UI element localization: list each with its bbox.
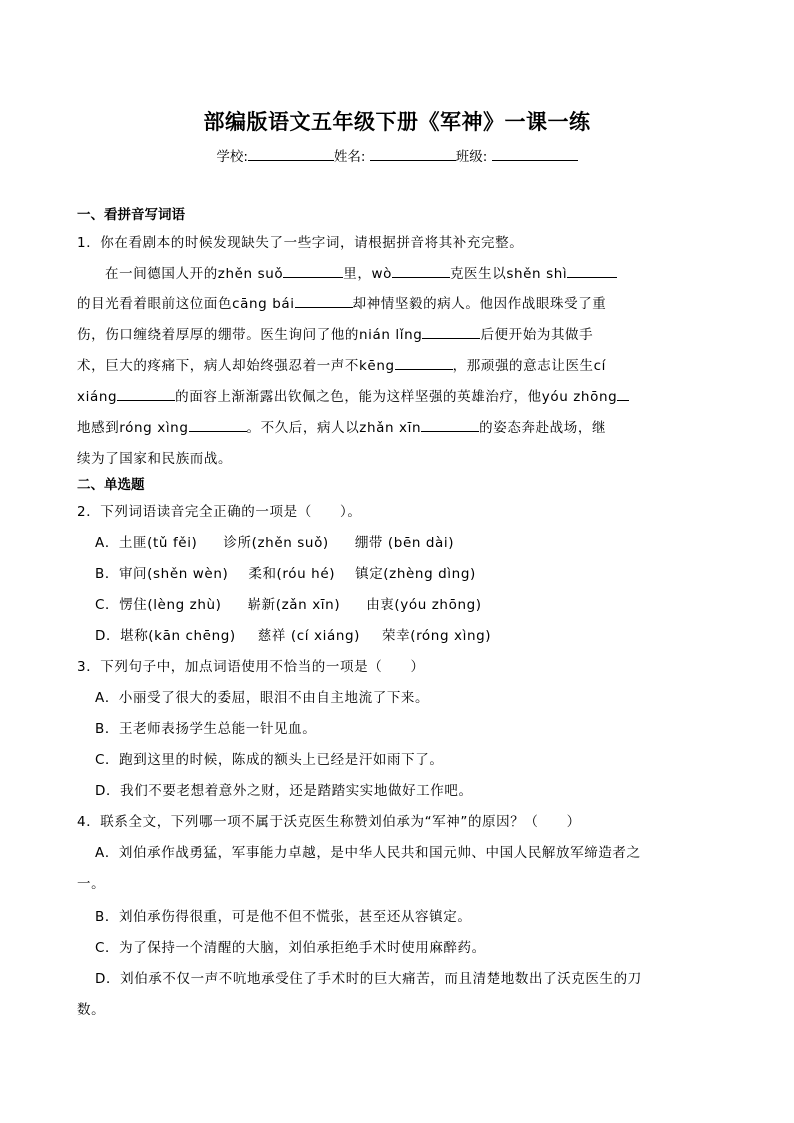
school-label: 学校: [216,149,248,165]
option-text: B．审问(shěn wèn) [95,566,229,582]
q1-passage-line-5 [77,385,722,405]
q4-stem: 4．联系全文，下列哪一项不属于沃克医生称赞刘伯承为“军神”的原因？（ ） [77,814,581,830]
q3-option-b[interactable]: B．王老师表扬学生总能一针见血。 [95,721,317,737]
option-text: 绷带 (bēn dài) [354,535,455,551]
section1-heading: 一、看拼音写词语 [77,207,185,223]
q4-option-a-continued: 一。 [77,876,106,892]
passage-text: 地感到róng xìng [77,420,189,436]
class-label: 班级: [455,149,488,165]
option-text: A．土匪(tǔ fěi) [95,535,198,551]
q2-option-b[interactable] [95,562,476,582]
q4-option-c[interactable]: C．为了保持一个清醒的大脑，刘伯承拒绝手术时使用麻醉药。 [95,940,486,956]
passage-text: 的姿态奔赴战场，继 [479,420,607,436]
q1-passage-line-6 [77,416,722,436]
class-blank[interactable] [492,148,578,161]
passage-text: 的面容上渐渐露出钦佩之色，能为这样坚强的英雄治疗，他yóu zhōng [175,389,618,405]
q1-stem: 1．你在看剧本的时候发现缺失了一些字词，请根据拼音将其补充完整。 [77,235,524,251]
q2-stem: 2．下列词语读音完全正确的一项是（ ）。 [77,504,362,520]
answer-blank[interactable] [395,357,453,370]
option-text: 荣幸(róng xìng) [382,628,492,644]
passage-text: 。不久后，病人以zhǎn xīn [246,420,422,436]
option-text: D．堪称(kān chēng) [95,628,236,644]
q4-option-d[interactable]: D．刘伯承不仅一声不吭地承受住了手术时的巨大痛苦，而且清楚地数出了沃克医生的刀 [95,971,642,987]
passage-text: 克医生以shěn shì [449,266,568,282]
answer-blank[interactable] [617,388,629,401]
q3-option-c[interactable]: C．跑到这里的时候，陈成的额头上已经是汗如雨下了。 [95,752,444,768]
passage-text: xiáng [77,389,118,405]
option-text: 诊所(zhěn suǒ) [223,535,329,551]
answer-blank[interactable] [392,265,450,278]
passage-text: 术，巨大的疼痛下，病人却始终强忍着一声不kēng [77,358,395,374]
q2-option-a[interactable] [95,531,454,551]
q3-option-a[interactable]: A．小丽受了很大的委屈，眼泪不由自主地流了下来。 [95,690,430,706]
page-title: 部编版语文五年级下册《军神》一课一练 [203,110,591,134]
q4-option-d-continued: 数。 [77,1002,106,1018]
student-info-line [0,145,794,165]
answer-blank[interactable] [283,265,343,278]
q1-passage-line-1 [77,262,722,282]
passage-text: 在一间德国人开的zhěn suǒ [105,266,284,282]
option-text: 柔和(róu hé) [248,566,336,582]
q3-stem: 3．下列句子中，加点词语使用不恰当的一项是（ ） [77,659,425,675]
answer-blank[interactable] [117,388,175,401]
answer-blank[interactable] [295,295,353,308]
school-blank[interactable] [248,148,334,161]
q1-passage-line-3 [77,323,722,343]
q4-option-b[interactable]: B．刘伯承伤得很重，可是他不但不慌张，甚至还从容镇定。 [95,909,472,925]
q3-option-d[interactable]: D．我们不要老想着意外之财，还是踏踏实实地做好工作吧。 [95,783,473,799]
option-text: 由衷(yóu zhōng) [366,597,482,613]
answer-blank[interactable] [422,326,480,339]
q1-passage-line-2 [77,292,722,312]
passage-text: 后便开始为其做手 [480,327,594,343]
q4-option-a[interactable]: A．刘伯承作战勇猛，军事能力卓越，是中华人民共和国元帅、中国人民解放军缔造者之 [95,845,641,861]
q2-option-c[interactable] [95,593,482,613]
passage-text: 的目光看着眼前这位面色cāng bái [77,296,295,312]
option-text: 镇定(zhèng dìng) [355,566,476,582]
name-label: 姓名: [333,149,366,165]
answer-blank[interactable] [421,419,479,432]
section2-heading: 二、单选题 [77,477,145,493]
passage-text: 里，wò [343,266,392,282]
passage-text: ，那顽强的意志让医生cí [452,358,607,374]
q2-option-d[interactable] [95,624,491,644]
option-text: 崭新(zǎn xīn) [247,597,341,613]
answer-blank[interactable] [189,419,247,432]
name-blank[interactable] [370,148,456,161]
q1-passage-line-7: 续为了国家和民族而战。 [77,451,233,467]
option-text: 慈祥 (cí xiáng) [257,628,361,644]
q1-passage-line-4 [77,354,722,374]
answer-blank[interactable] [567,265,617,278]
passage-text: 却神情坚毅的病人。他因作战眼珠受了重 [352,296,607,312]
passage-text: 伤，伤口缠绕着厚厚的绷带。医生询问了他的nián lǐng [77,327,423,343]
option-text: C．愣住(lèng zhù) [95,597,222,613]
